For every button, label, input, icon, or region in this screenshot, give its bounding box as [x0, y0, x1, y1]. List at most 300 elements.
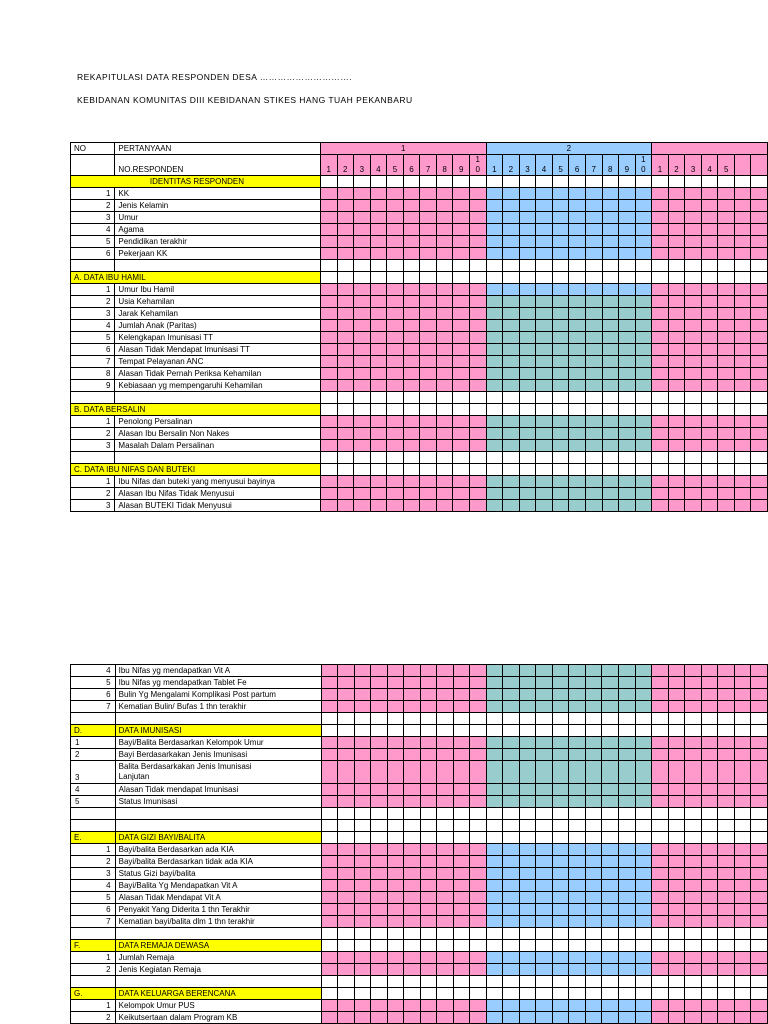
response-cell[interactable] [370, 404, 387, 416]
response-cell[interactable] [486, 904, 503, 916]
response-cell[interactable] [668, 964, 685, 976]
response-cell[interactable] [437, 808, 454, 820]
response-cell[interactable] [503, 904, 520, 916]
response-cell[interactable] [751, 820, 768, 832]
response-cell[interactable] [735, 224, 751, 236]
response-cell[interactable] [652, 416, 669, 428]
response-cell[interactable] [552, 665, 569, 677]
response-cell[interactable] [371, 725, 388, 737]
response-cell[interactable] [453, 500, 470, 512]
response-cell[interactable] [370, 440, 387, 452]
response-cell[interactable] [718, 236, 735, 248]
response-cell[interactable] [652, 689, 669, 701]
response-cell[interactable] [420, 796, 437, 808]
response-cell[interactable] [734, 725, 751, 737]
response-cell[interactable] [652, 284, 669, 296]
response-cell[interactable] [470, 284, 487, 296]
response-cell[interactable] [536, 749, 553, 761]
response-cell[interactable] [635, 784, 652, 796]
response-cell[interactable] [486, 892, 503, 904]
response-cell[interactable] [470, 416, 487, 428]
response-cell[interactable] [585, 296, 602, 308]
response-cell[interactable] [619, 832, 636, 844]
response-cell[interactable] [751, 380, 768, 392]
response-cell[interactable] [701, 176, 718, 188]
response-cell[interactable] [354, 1000, 371, 1012]
response-cell[interactable] [436, 476, 453, 488]
response-cell[interactable] [338, 988, 355, 1000]
response-cell[interactable] [734, 976, 751, 988]
response-cell[interactable] [569, 737, 586, 749]
response-cell[interactable] [635, 416, 652, 428]
response-cell[interactable] [701, 332, 718, 344]
response-cell[interactable] [486, 737, 503, 749]
response-cell[interactable] [751, 344, 768, 356]
response-cell[interactable] [685, 332, 702, 344]
response-cell[interactable] [718, 737, 735, 749]
response-cell[interactable] [470, 868, 487, 880]
response-cell[interactable] [519, 404, 536, 416]
response-cell[interactable] [519, 476, 536, 488]
response-cell[interactable] [585, 380, 602, 392]
response-cell[interactable] [420, 868, 437, 880]
response-cell[interactable] [635, 665, 652, 677]
response-cell[interactable] [668, 356, 685, 368]
response-cell[interactable] [635, 689, 652, 701]
response-cell[interactable] [751, 868, 768, 880]
response-cell[interactable] [420, 476, 437, 488]
response-cell[interactable] [569, 440, 586, 452]
response-cell[interactable] [519, 464, 536, 476]
response-cell[interactable] [701, 832, 718, 844]
response-cell[interactable] [486, 1000, 503, 1012]
response-cell[interactable] [453, 392, 470, 404]
response-cell[interactable] [701, 428, 718, 440]
response-cell[interactable] [437, 677, 454, 689]
response-cell[interactable] [387, 500, 404, 512]
response-cell[interactable] [403, 488, 420, 500]
response-cell[interactable] [552, 260, 569, 272]
response-cell[interactable] [420, 344, 437, 356]
response-cell[interactable] [420, 380, 437, 392]
response-cell[interactable] [701, 320, 718, 332]
response-cell[interactable] [585, 868, 602, 880]
response-cell[interactable] [486, 784, 503, 796]
response-cell[interactable] [585, 880, 602, 892]
response-cell[interactable] [718, 689, 735, 701]
response-cell[interactable] [320, 308, 337, 320]
response-cell[interactable] [602, 761, 619, 784]
response-cell[interactable] [354, 260, 371, 272]
response-cell[interactable] [718, 488, 735, 500]
response-cell[interactable] [751, 988, 768, 1000]
response-cell[interactable] [404, 892, 421, 904]
response-cell[interactable] [668, 428, 685, 440]
response-cell[interactable] [602, 284, 619, 296]
response-cell[interactable] [685, 428, 702, 440]
response-cell[interactable] [420, 820, 437, 832]
response-cell[interactable] [503, 188, 520, 200]
response-cell[interactable] [569, 689, 586, 701]
response-cell[interactable] [652, 892, 669, 904]
response-cell[interactable] [320, 452, 337, 464]
response-cell[interactable] [735, 356, 751, 368]
response-cell[interactable] [668, 440, 685, 452]
response-cell[interactable] [619, 416, 636, 428]
response-cell[interactable] [519, 784, 536, 796]
response-cell[interactable] [320, 260, 337, 272]
response-cell[interactable] [436, 380, 453, 392]
response-cell[interactable] [354, 380, 371, 392]
response-cell[interactable] [734, 713, 751, 725]
response-cell[interactable] [619, 464, 636, 476]
response-cell[interactable] [735, 440, 751, 452]
response-cell[interactable] [354, 761, 371, 784]
response-cell[interactable] [735, 464, 751, 476]
response-cell[interactable] [668, 832, 685, 844]
response-cell[interactable] [569, 844, 586, 856]
response-cell[interactable] [387, 701, 404, 713]
response-cell[interactable] [585, 976, 602, 988]
response-cell[interactable] [486, 665, 503, 677]
response-cell[interactable] [321, 988, 338, 1000]
response-cell[interactable] [668, 392, 685, 404]
response-cell[interactable] [470, 452, 487, 464]
response-cell[interactable] [735, 320, 751, 332]
response-cell[interactable] [403, 464, 420, 476]
response-cell[interactable] [619, 940, 636, 952]
response-cell[interactable] [404, 832, 421, 844]
response-cell[interactable] [404, 856, 421, 868]
response-cell[interactable] [619, 272, 636, 284]
response-cell[interactable] [552, 952, 569, 964]
response-cell[interactable] [519, 820, 536, 832]
response-cell[interactable] [519, 188, 536, 200]
response-cell[interactable] [371, 749, 388, 761]
response-cell[interactable] [503, 808, 520, 820]
response-cell[interactable] [420, 320, 437, 332]
response-cell[interactable] [734, 988, 751, 1000]
response-cell[interactable] [387, 952, 404, 964]
response-cell[interactable] [585, 176, 602, 188]
response-cell[interactable] [652, 952, 669, 964]
response-cell[interactable] [437, 964, 454, 976]
response-cell[interactable] [635, 1000, 652, 1012]
response-cell[interactable] [338, 844, 355, 856]
response-cell[interactable] [569, 749, 586, 761]
response-cell[interactable] [503, 272, 520, 284]
response-cell[interactable] [536, 940, 553, 952]
response-cell[interactable] [718, 1012, 735, 1024]
response-cell[interactable] [652, 356, 669, 368]
response-cell[interactable] [536, 344, 553, 356]
response-cell[interactable] [503, 260, 520, 272]
response-cell[interactable] [685, 701, 702, 713]
response-cell[interactable] [519, 713, 536, 725]
response-cell[interactable] [437, 665, 454, 677]
response-cell[interactable] [338, 916, 355, 928]
response-cell[interactable] [718, 416, 735, 428]
response-cell[interactable] [685, 224, 702, 236]
response-cell[interactable] [585, 856, 602, 868]
response-cell[interactable] [519, 928, 536, 940]
response-cell[interactable] [585, 689, 602, 701]
response-cell[interactable] [320, 284, 337, 296]
response-cell[interactable] [552, 892, 569, 904]
response-cell[interactable] [404, 796, 421, 808]
response-cell[interactable] [718, 200, 735, 212]
response-cell[interactable] [470, 188, 487, 200]
response-cell[interactable] [685, 964, 702, 976]
response-cell[interactable] [652, 320, 669, 332]
response-cell[interactable] [371, 880, 388, 892]
response-cell[interactable] [437, 868, 454, 880]
response-cell[interactable] [685, 844, 702, 856]
response-cell[interactable] [701, 976, 718, 988]
response-cell[interactable] [569, 248, 586, 260]
response-cell[interactable] [436, 248, 453, 260]
response-cell[interactable] [337, 212, 354, 224]
response-cell[interactable] [552, 272, 569, 284]
response-cell[interactable] [519, 749, 536, 761]
response-cell[interactable] [602, 916, 619, 928]
response-cell[interactable] [486, 260, 503, 272]
response-cell[interactable] [718, 880, 735, 892]
response-cell[interactable] [585, 368, 602, 380]
response-cell[interactable] [470, 796, 487, 808]
response-cell[interactable] [652, 761, 669, 784]
response-cell[interactable] [552, 749, 569, 761]
response-cell[interactable] [734, 808, 751, 820]
response-cell[interactable] [569, 416, 586, 428]
response-cell[interactable] [569, 868, 586, 880]
response-cell[interactable] [338, 689, 355, 701]
response-cell[interactable] [420, 940, 437, 952]
response-cell[interactable] [338, 880, 355, 892]
response-cell[interactable] [320, 380, 337, 392]
response-cell[interactable] [552, 368, 569, 380]
response-cell[interactable] [354, 844, 371, 856]
response-cell[interactable] [668, 892, 685, 904]
response-cell[interactable] [404, 904, 421, 916]
response-cell[interactable] [387, 976, 404, 988]
response-cell[interactable] [486, 868, 503, 880]
response-cell[interactable] [619, 392, 636, 404]
response-cell[interactable] [503, 404, 520, 416]
response-cell[interactable] [602, 488, 619, 500]
response-cell[interactable] [453, 904, 470, 916]
response-cell[interactable] [635, 796, 652, 808]
response-cell[interactable] [519, 248, 536, 260]
response-cell[interactable] [453, 856, 470, 868]
response-cell[interactable] [668, 737, 685, 749]
response-cell[interactable] [470, 248, 487, 260]
response-cell[interactable] [585, 440, 602, 452]
response-cell[interactable] [635, 701, 652, 713]
response-cell[interactable] [718, 701, 735, 713]
response-cell[interactable] [751, 940, 768, 952]
response-cell[interactable] [354, 404, 371, 416]
response-cell[interactable] [701, 1000, 718, 1012]
response-cell[interactable] [354, 868, 371, 880]
response-cell[interactable] [652, 737, 669, 749]
response-cell[interactable] [668, 796, 685, 808]
response-cell[interactable] [470, 880, 487, 892]
response-cell[interactable] [652, 916, 669, 928]
response-cell[interactable] [602, 976, 619, 988]
response-cell[interactable] [470, 368, 487, 380]
response-cell[interactable] [387, 868, 404, 880]
response-cell[interactable] [320, 188, 337, 200]
response-cell[interactable] [734, 689, 751, 701]
response-cell[interactable] [436, 368, 453, 380]
response-cell[interactable] [420, 248, 437, 260]
response-cell[interactable] [436, 344, 453, 356]
response-cell[interactable] [751, 224, 768, 236]
response-cell[interactable] [436, 308, 453, 320]
response-cell[interactable] [701, 488, 718, 500]
response-cell[interactable] [668, 332, 685, 344]
response-cell[interactable] [403, 296, 420, 308]
response-cell[interactable] [735, 176, 751, 188]
response-cell[interactable] [635, 296, 652, 308]
response-cell[interactable] [635, 725, 652, 737]
response-cell[interactable] [552, 344, 569, 356]
response-cell[interactable] [536, 212, 553, 224]
response-cell[interactable] [387, 880, 404, 892]
response-cell[interactable] [751, 308, 768, 320]
response-cell[interactable] [701, 212, 718, 224]
response-cell[interactable] [453, 344, 470, 356]
response-cell[interactable] [519, 725, 536, 737]
response-cell[interactable] [470, 440, 487, 452]
response-cell[interactable] [403, 380, 420, 392]
response-cell[interactable] [453, 272, 470, 284]
response-cell[interactable] [371, 820, 388, 832]
response-cell[interactable] [701, 928, 718, 940]
response-cell[interactable] [420, 332, 437, 344]
response-cell[interactable] [602, 380, 619, 392]
response-cell[interactable] [387, 725, 404, 737]
response-cell[interactable] [370, 452, 387, 464]
response-cell[interactable] [536, 832, 553, 844]
response-cell[interactable] [338, 701, 355, 713]
response-cell[interactable] [734, 677, 751, 689]
response-cell[interactable] [602, 988, 619, 1000]
response-cell[interactable] [718, 332, 735, 344]
response-cell[interactable] [387, 476, 404, 488]
response-cell[interactable] [668, 452, 685, 464]
response-cell[interactable] [602, 344, 619, 356]
response-cell[interactable] [619, 380, 636, 392]
response-cell[interactable] [354, 224, 371, 236]
response-cell[interactable] [635, 761, 652, 784]
response-cell[interactable] [585, 832, 602, 844]
response-cell[interactable] [453, 868, 470, 880]
response-cell[interactable] [338, 952, 355, 964]
response-cell[interactable] [404, 689, 421, 701]
response-cell[interactable] [569, 236, 586, 248]
response-cell[interactable] [685, 689, 702, 701]
response-cell[interactable] [503, 296, 520, 308]
response-cell[interactable] [585, 212, 602, 224]
response-cell[interactable] [718, 808, 735, 820]
response-cell[interactable] [321, 808, 338, 820]
response-cell[interactable] [685, 308, 702, 320]
response-cell[interactable] [354, 236, 371, 248]
response-cell[interactable] [403, 212, 420, 224]
response-cell[interactable] [602, 844, 619, 856]
response-cell[interactable] [519, 701, 536, 713]
response-cell[interactable] [337, 404, 354, 416]
response-cell[interactable] [552, 964, 569, 976]
response-cell[interactable] [652, 701, 669, 713]
response-cell[interactable] [751, 737, 768, 749]
response-cell[interactable] [338, 713, 355, 725]
response-cell[interactable] [436, 284, 453, 296]
response-cell[interactable] [453, 820, 470, 832]
response-cell[interactable] [718, 500, 735, 512]
response-cell[interactable] [718, 964, 735, 976]
response-cell[interactable] [519, 212, 536, 224]
response-cell[interactable] [371, 844, 388, 856]
response-cell[interactable] [685, 928, 702, 940]
response-cell[interactable] [486, 880, 503, 892]
response-cell[interactable] [370, 272, 387, 284]
response-cell[interactable] [701, 440, 718, 452]
response-cell[interactable] [635, 452, 652, 464]
response-cell[interactable] [503, 892, 520, 904]
response-cell[interactable] [387, 380, 404, 392]
response-cell[interactable] [371, 796, 388, 808]
response-cell[interactable] [652, 428, 669, 440]
response-cell[interactable] [321, 1000, 338, 1012]
response-cell[interactable] [437, 988, 454, 1000]
response-cell[interactable] [420, 452, 437, 464]
response-cell[interactable] [320, 272, 337, 284]
response-cell[interactable] [536, 784, 553, 796]
response-cell[interactable] [585, 737, 602, 749]
response-cell[interactable] [751, 416, 768, 428]
response-cell[interactable] [701, 200, 718, 212]
response-cell[interactable] [751, 892, 768, 904]
response-cell[interactable] [585, 796, 602, 808]
response-cell[interactable] [552, 440, 569, 452]
response-cell[interactable] [652, 344, 669, 356]
response-cell[interactable] [486, 392, 503, 404]
response-cell[interactable] [387, 392, 404, 404]
response-cell[interactable] [536, 500, 553, 512]
response-cell[interactable] [470, 904, 487, 916]
response-cell[interactable] [387, 856, 404, 868]
response-cell[interactable] [436, 320, 453, 332]
response-cell[interactable] [668, 880, 685, 892]
response-cell[interactable] [354, 332, 371, 344]
response-cell[interactable] [354, 988, 371, 1000]
response-cell[interactable] [420, 689, 437, 701]
response-cell[interactable] [635, 440, 652, 452]
response-cell[interactable] [320, 476, 337, 488]
response-cell[interactable] [321, 892, 338, 904]
response-cell[interactable] [619, 976, 636, 988]
response-cell[interactable] [619, 488, 636, 500]
response-cell[interactable] [387, 749, 404, 761]
response-cell[interactable] [453, 665, 470, 677]
response-cell[interactable] [403, 476, 420, 488]
response-cell[interactable] [436, 272, 453, 284]
response-cell[interactable] [751, 200, 768, 212]
response-cell[interactable] [569, 284, 586, 296]
